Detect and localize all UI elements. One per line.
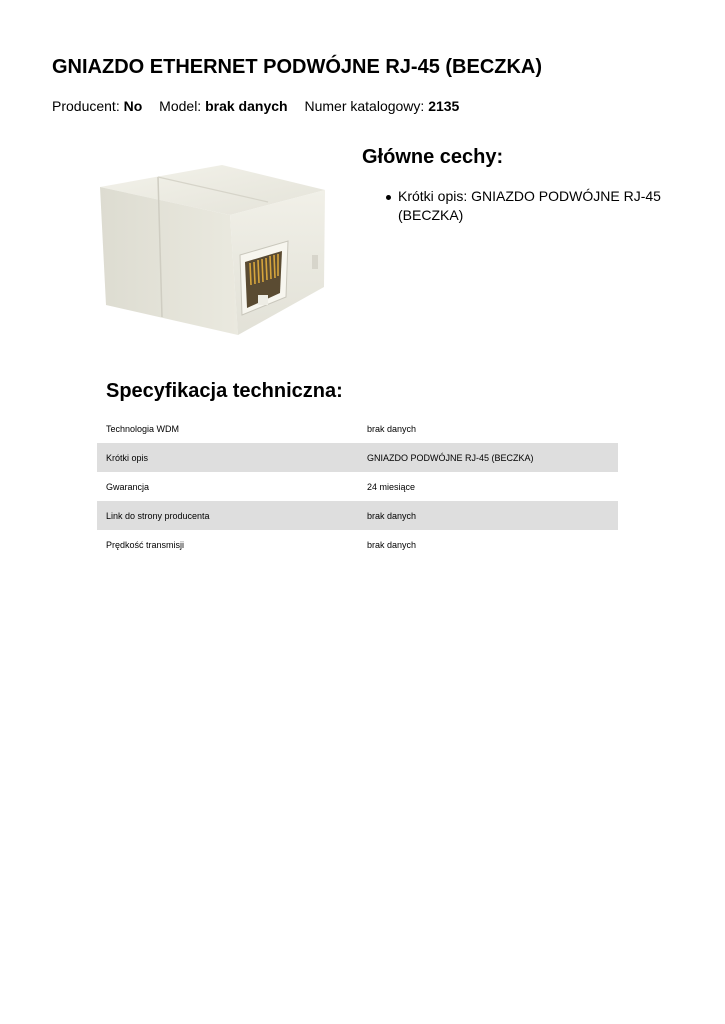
table-row	[97, 443, 618, 472]
producer-value: No	[123, 98, 143, 114]
table-row	[97, 472, 618, 501]
page-title: GNIAZDO ETHERNET PODWÓJNE RJ-45 (BECZKA)	[52, 56, 543, 78]
spec-table	[97, 414, 618, 559]
spec-heading: Specyfikacja techniczna:	[106, 380, 343, 402]
feature-item: Krótki opis: GNIAZDO PODWÓJNE RJ-45 (BECZKA)	[380, 187, 670, 225]
spec-label: Link do strony producenta	[97, 501, 358, 530]
model-info	[159, 98, 291, 114]
producer-info	[52, 98, 146, 114]
model-value: brak danych	[205, 98, 288, 114]
spec-label: Prędkość transmisji	[106, 539, 185, 550]
spec-value: brak danych	[367, 423, 417, 434]
product-meta	[52, 98, 472, 114]
catalog-info	[304, 98, 459, 114]
table-row	[97, 530, 618, 559]
spec-value: 24 miesiące	[367, 481, 416, 492]
producer-label: Producent:	[52, 98, 120, 114]
spec-value: brak danych	[367, 539, 417, 550]
spec-label: Gwarancja	[106, 481, 150, 492]
model-label: Model:	[159, 98, 202, 114]
catalog-label: Numer katalogowy:	[304, 98, 425, 114]
spec-label: Krótki opis	[97, 443, 358, 472]
spec-value: brak danych	[358, 501, 618, 530]
spec-label: Technologia WDM	[106, 423, 180, 434]
table-row	[97, 501, 618, 530]
rj45-coupler-icon	[90, 145, 330, 345]
features-list	[380, 187, 670, 225]
table-row	[97, 414, 618, 443]
product-image	[90, 145, 330, 345]
catalog-value: 2135	[428, 98, 460, 114]
spec-value: GNIAZDO PODWÓJNE RJ-45 (BECZKA)	[358, 443, 618, 472]
features-heading: Główne cechy:	[362, 146, 504, 168]
